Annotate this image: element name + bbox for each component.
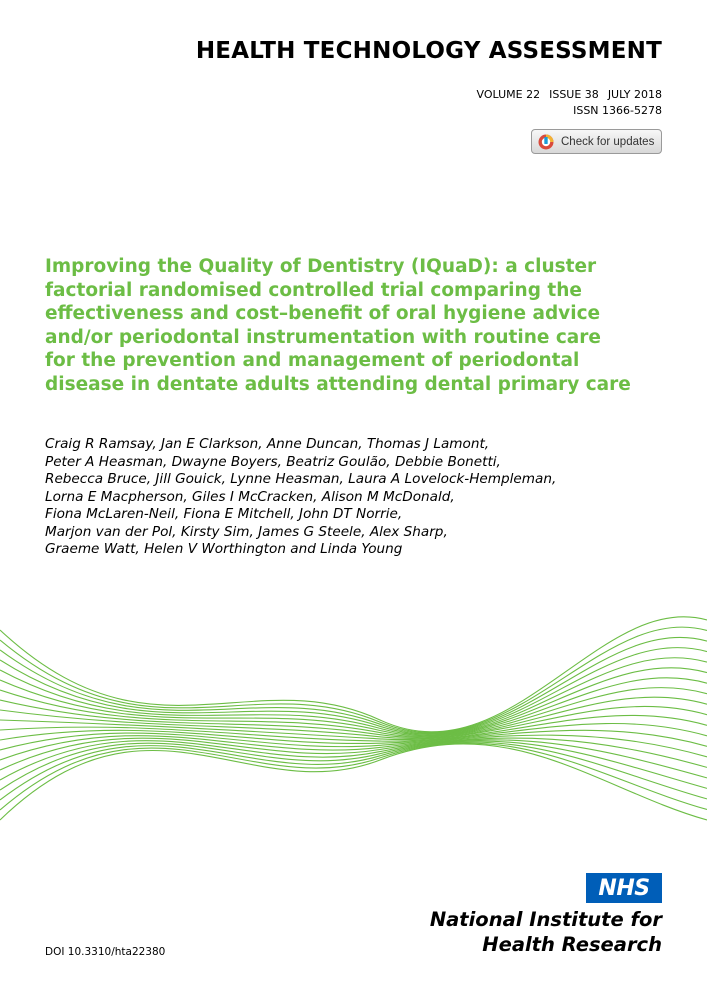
author-line: Peter A Heasman, Dwayne Boyers, Beatriz Goulão, Debbie Bonetti, [45, 453, 501, 470]
institute-name-line: National Institute for [429, 908, 662, 931]
author-line: Rebecca Bruce, Jill Gouick, Lynne Heasman, Laura A Lovelock-Hempleman, [45, 471, 557, 487]
article-title-line: factorial randomised controlled trial comparing the [45, 279, 582, 301]
author-line: Craig R Ramsay, Jan E Clarkson, Anne Duncan, Thomas J Lamont, [45, 436, 490, 452]
check-for-updates-button[interactable] [531, 129, 662, 154]
check-updates-icon [538, 134, 554, 150]
wave-line [0, 740, 707, 780]
doi: DOI 10.3310/hta22380 [45, 946, 166, 958]
author-line: Fiona McLaren-Neil, Fiona E Mitchell, John DT Norrie, [45, 506, 403, 522]
author-line: Lorna E Macpherson, Giles I McCracken, Alison M McDonald, [45, 488, 455, 505]
decorative-wave-lines [0, 600, 707, 850]
article-title-line: and/or periodontal instrumentation with routine care [45, 326, 601, 348]
author-line: Graeme Watt, Helen V Worthington and Linda Young [45, 541, 403, 557]
article-title-line: for the prevention and management of periodontal [45, 350, 580, 371]
publication-date: JULY 2018 [607, 88, 662, 101]
nhs-logo [586, 873, 662, 903]
check-updates-label: Check for updates [561, 135, 655, 148]
nhs-logo-text: NHS [598, 875, 650, 901]
journal-title: HEALTH TECHNOLOGY ASSESSMENT [195, 38, 662, 64]
institute-name-line: Health Research [482, 933, 662, 956]
article-title-line: effectiveness and cost–benefit of oral hygiene advice [45, 303, 601, 324]
institute-name [430, 907, 662, 957]
issn: ISSN 1366-5278 [573, 104, 662, 117]
article-title [45, 255, 685, 396]
article-title-line: Improving the Quality of Dentistry (IQuaD): a cluster [45, 256, 597, 277]
volume-number: VOLUME 22 [476, 88, 541, 101]
issue-number: ISSUE 38 [549, 88, 599, 101]
author-list [45, 436, 685, 559]
issue-info [477, 88, 662, 101]
article-title-line: disease in dentate adults attending dental primary care [45, 373, 631, 395]
author-line: Marjon van der Pol, Kirsty Sim, James G Steele, Alex Sharp, [45, 523, 448, 540]
